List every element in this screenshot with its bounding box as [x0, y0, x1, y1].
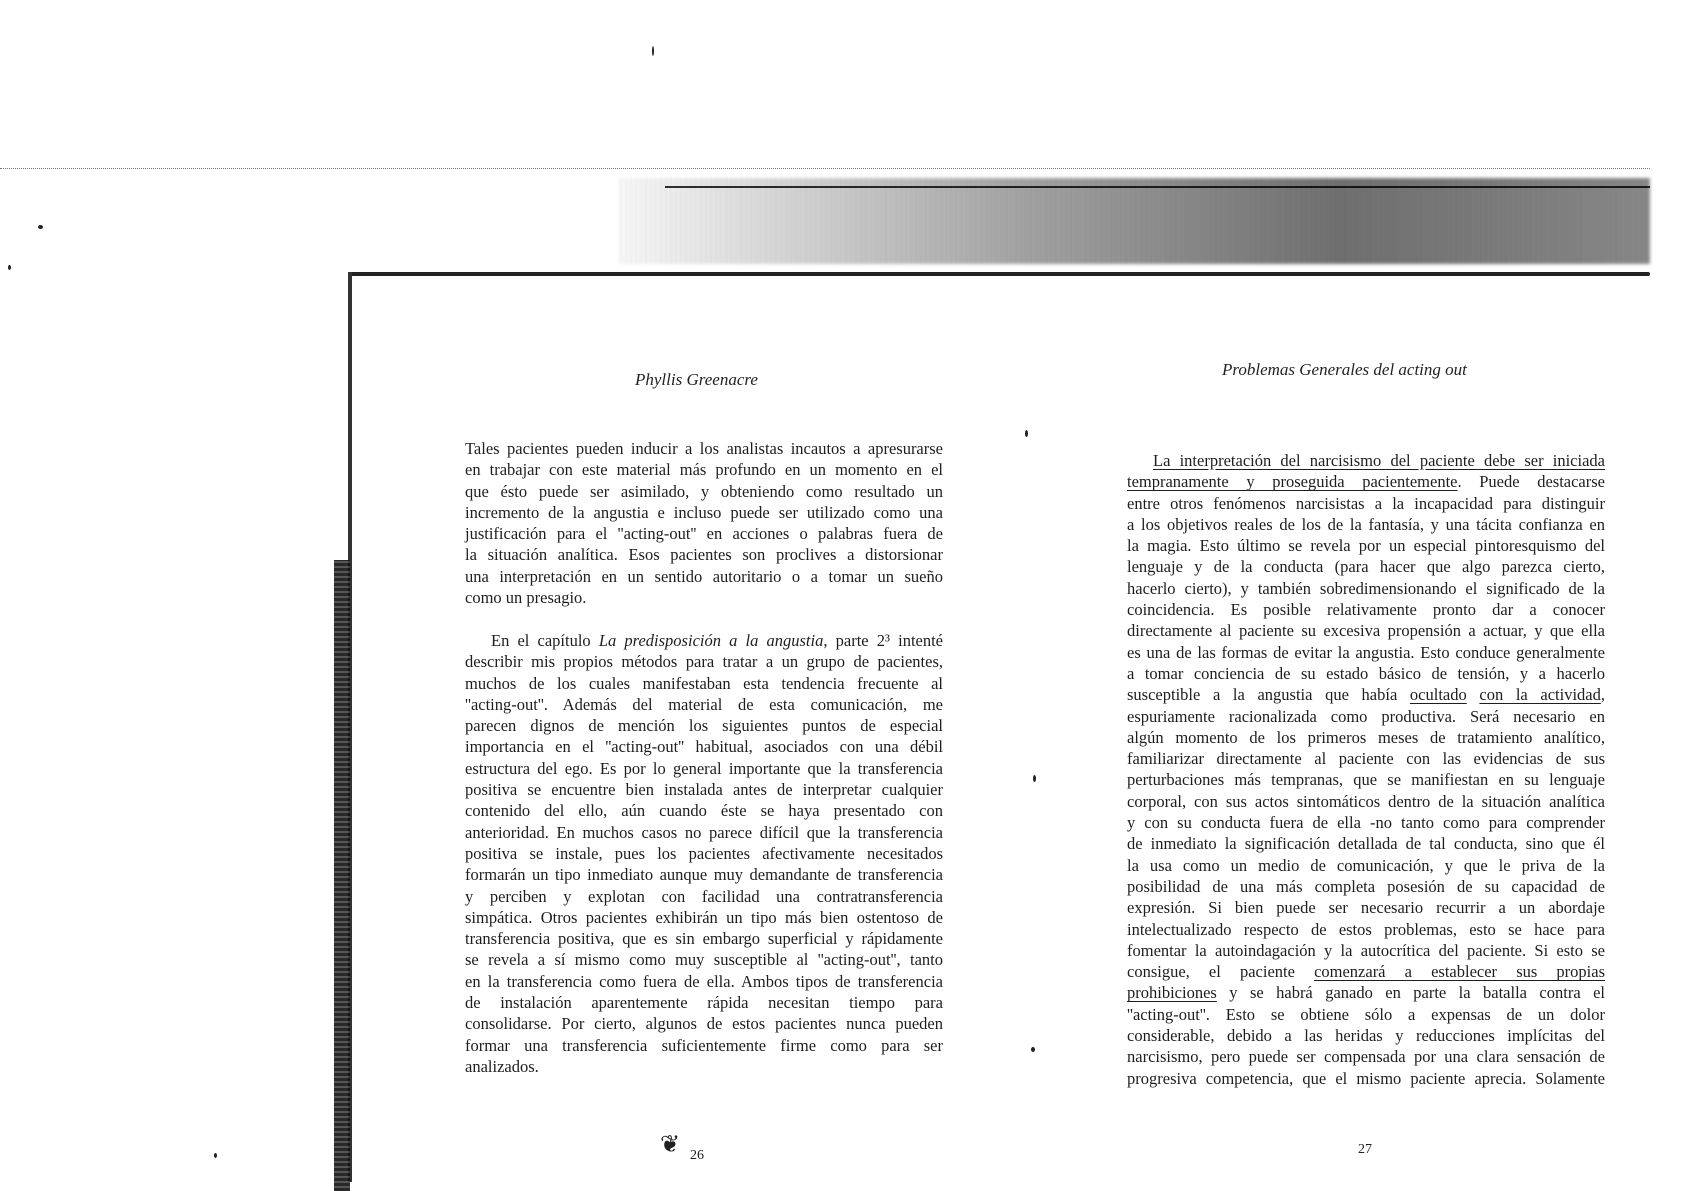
scan-speck: [8, 265, 11, 270]
text-line: narcisismo, pero puede ser compensada por una clara sensación de: [1127, 1047, 1605, 1067]
scan-speck: [652, 46, 654, 56]
underlined-phrase: prohibiciones: [1127, 983, 1217, 1003]
underlined-phrase: con la actividad: [1479, 685, 1601, 705]
chapter-title: La predisposición a la angustia: [598, 631, 824, 650]
text-line: y perciben y explotan con facilidad una contratransferencia: [465, 886, 943, 906]
text-line: posibilidad de una más completa posesión de su capacidad de: [1127, 876, 1605, 896]
underlined-phrase: La interpretación del narcisismo del paciente debe ser iniciada: [1153, 451, 1605, 470]
underlined-phrase: comenzará a establecer sus propias: [1314, 962, 1605, 982]
text-line: susceptible a la angustia que había ocultado con la actividad,: [1127, 685, 1605, 705]
text-line: perturbaciones más tempranas, que se manifiestan en su lenguaje: [1127, 770, 1605, 790]
text-line: prohibiciones y se habrá ganado en parte la batalla contra el: [1127, 983, 1605, 1003]
text-line: en trabajar con este material más profundo en un momento en el: [465, 460, 943, 480]
text-line: de inmediato la significación detallada de tal conducta, sino que él: [1127, 834, 1605, 854]
text-line: simpática. Otros pacientes exhibirán un tipo más bien ostentoso de: [465, 907, 943, 927]
text-line: consigue, el paciente comenzará a establecer sus propias: [1127, 962, 1605, 982]
text-line: progresiva competencia, que el mismo paciente aprecia. Solamente: [1127, 1068, 1605, 1088]
text-line: hacerlo cierto), y también sobredimensionando el significado de la: [1127, 578, 1605, 598]
text-line: y con su conducta fuera de ella -no tanto como para comprender: [1127, 813, 1605, 833]
text-line: ''acting-out''. Además del material de esta comunicación, me: [465, 694, 943, 714]
scan-dotted-line: [0, 168, 1650, 169]
text-line: fomentar la autoindagación y la autocrítica del paciente. Si esto se: [1127, 940, 1605, 960]
text-line: justificación para el ''acting-out'' en acciones o palabras fuera de: [465, 524, 943, 544]
underlined-phrase: ocultado: [1409, 685, 1467, 705]
text-line: la situación analítica. Esos pacientes son proclives a distorsionar: [465, 545, 943, 565]
text-line: muchos de los cuales manifestaban esta tendencia frecuente al: [465, 673, 943, 693]
text-line: consolidarse. Por cierto, algunos de estos pacientes nunca pueden: [465, 1014, 943, 1034]
text-line: estructura del ego. Es por lo general importante que la transferencia: [465, 758, 943, 778]
text-line: entre otros fenómenos narcisistas a la incapacidad para distinguir: [1127, 493, 1605, 513]
text-line: formar una transferencia suficientemente firme como para ser: [465, 1035, 943, 1055]
text-line: a tomar conciencia de su estado básico de tensión, y a hacerlo: [1127, 663, 1605, 683]
text-line: directamente al paciente su excesiva propensión a actuar, y que ella: [1127, 621, 1605, 641]
text-line: es una de las formas de evitar la angustia. Esto conduce generalmente: [1127, 642, 1605, 662]
text-line: positiva se encuentre bien instalada antes de interpretar cualquier: [465, 780, 943, 800]
text-line: parecen dignos de mención los siguientes puntos de especial: [465, 716, 943, 736]
text-line: [1127, 450, 1605, 471]
text-line: describir mis propios métodos para tratar a un grupo de pacientes,: [465, 652, 943, 672]
scan-speck: [38, 225, 43, 229]
text-line: la magia. Esto último se revela por un especial pintoresquismo del: [1127, 536, 1605, 556]
text-line: importancia en el ''acting-out'' habitual, asociados con una débil: [465, 737, 943, 757]
text-line: incremento de la angustia e incluso puede ser utilizado como una: [465, 502, 943, 522]
text-line: En el capítulo La predisposición a la angustia, parte 2³ intenté: [491, 631, 944, 650]
text-line: a los objetivos reales de los de la fantasía, y una tácita confianza en: [1127, 514, 1605, 534]
underlined-phrase: tempranamente y proseguida pacientemente: [1127, 472, 1458, 492]
text-line: se revela a sí mismo como muy susceptible al ''acting-out'', tanto: [465, 950, 943, 970]
text-line: tempranamente y proseguida pacientemente. Puede destacarse: [1127, 472, 1605, 492]
text-line: como un presagio.: [465, 588, 587, 608]
text-line: espuriamente racionalizada como productiva. Será necesario en: [1127, 706, 1605, 726]
scan-noise-band: [620, 178, 1650, 264]
left-paragraph-1: [465, 438, 943, 608]
page-number-left: 26: [690, 1148, 704, 1163]
text-line: una interpretación en un sentido autoritario o a tomar un sueño: [465, 566, 943, 586]
text-line: anterioridad. En muchos casos no parece difícil que la transferencia: [465, 822, 943, 842]
binding-shadow: [334, 560, 350, 1191]
text-line: formarán un tipo inmediato aunque muy demandante de transferencia: [465, 865, 943, 885]
text-line: contenido del ello, aún cuando éste se haya presentado con: [465, 801, 943, 821]
text-line: de instalación aparentemente rápida necesitan tiempo para: [465, 993, 943, 1013]
left-running-head: Phyllis Greenacre: [635, 370, 758, 389]
right-running-head: Problemas Generales del acting out: [1222, 360, 1467, 379]
text-line: en la transferencia como fuera de ella. Ambos tipos de transferencia: [465, 971, 943, 991]
scan-speck: [1031, 1047, 1035, 1052]
text-line: corporal, con sus actos sintomáticos dentro de la situación analítica: [1127, 791, 1605, 811]
text-line: coincidencia. Es posible relativamente pronto dar a conocer: [1127, 600, 1605, 620]
text-line: transferencia positiva, que es sin embargo superficial y rápidamente: [465, 929, 943, 949]
scan-speck: [1025, 430, 1028, 437]
text-line: considerable, debido a las heridas y reducciones implícitas del: [1127, 1026, 1605, 1046]
page-edge-top: [350, 272, 1650, 276]
page-number-right: 27: [1358, 1142, 1372, 1157]
ornament-icon: ❦: [660, 1132, 681, 1158]
text-line: intelectualizado respecto de estos problemas, esto se hace para: [1127, 919, 1605, 939]
right-paragraph: [1127, 450, 1605, 1089]
text-line: positiva se instale, pues los pacientes afectivamente necesitados: [465, 843, 943, 863]
text-line: algún momento de los primeros meses de tratamiento analítico,: [1127, 727, 1605, 747]
text-line: la usa como un medio de comunicación, y que le priva de la: [1127, 855, 1605, 875]
text-line: ''acting-out''. Esto se obtiene sólo a expensas de un dolor: [1127, 1004, 1605, 1024]
left-paragraph-2: [465, 630, 943, 1077]
text-line: expresión. Si bien puede ser necesario recurrir a un abordaje: [1127, 898, 1605, 918]
text-line: familiarizar directamente al paciente con las evidencias de sus: [1127, 749, 1605, 769]
text-line: analizados.: [465, 1056, 539, 1076]
text-line: que ésto puede ser asimilado, y obteniendo como resultado un: [465, 481, 943, 501]
scan-speck: [214, 1153, 217, 1158]
scan-speck: [1033, 775, 1036, 782]
text-line: lenguaje y de la conducta (para hacer que algo parezca cierto,: [1127, 557, 1605, 577]
text-line: Tales pacientes pueden inducir a los analistas incautos a apresurarse: [465, 439, 943, 458]
